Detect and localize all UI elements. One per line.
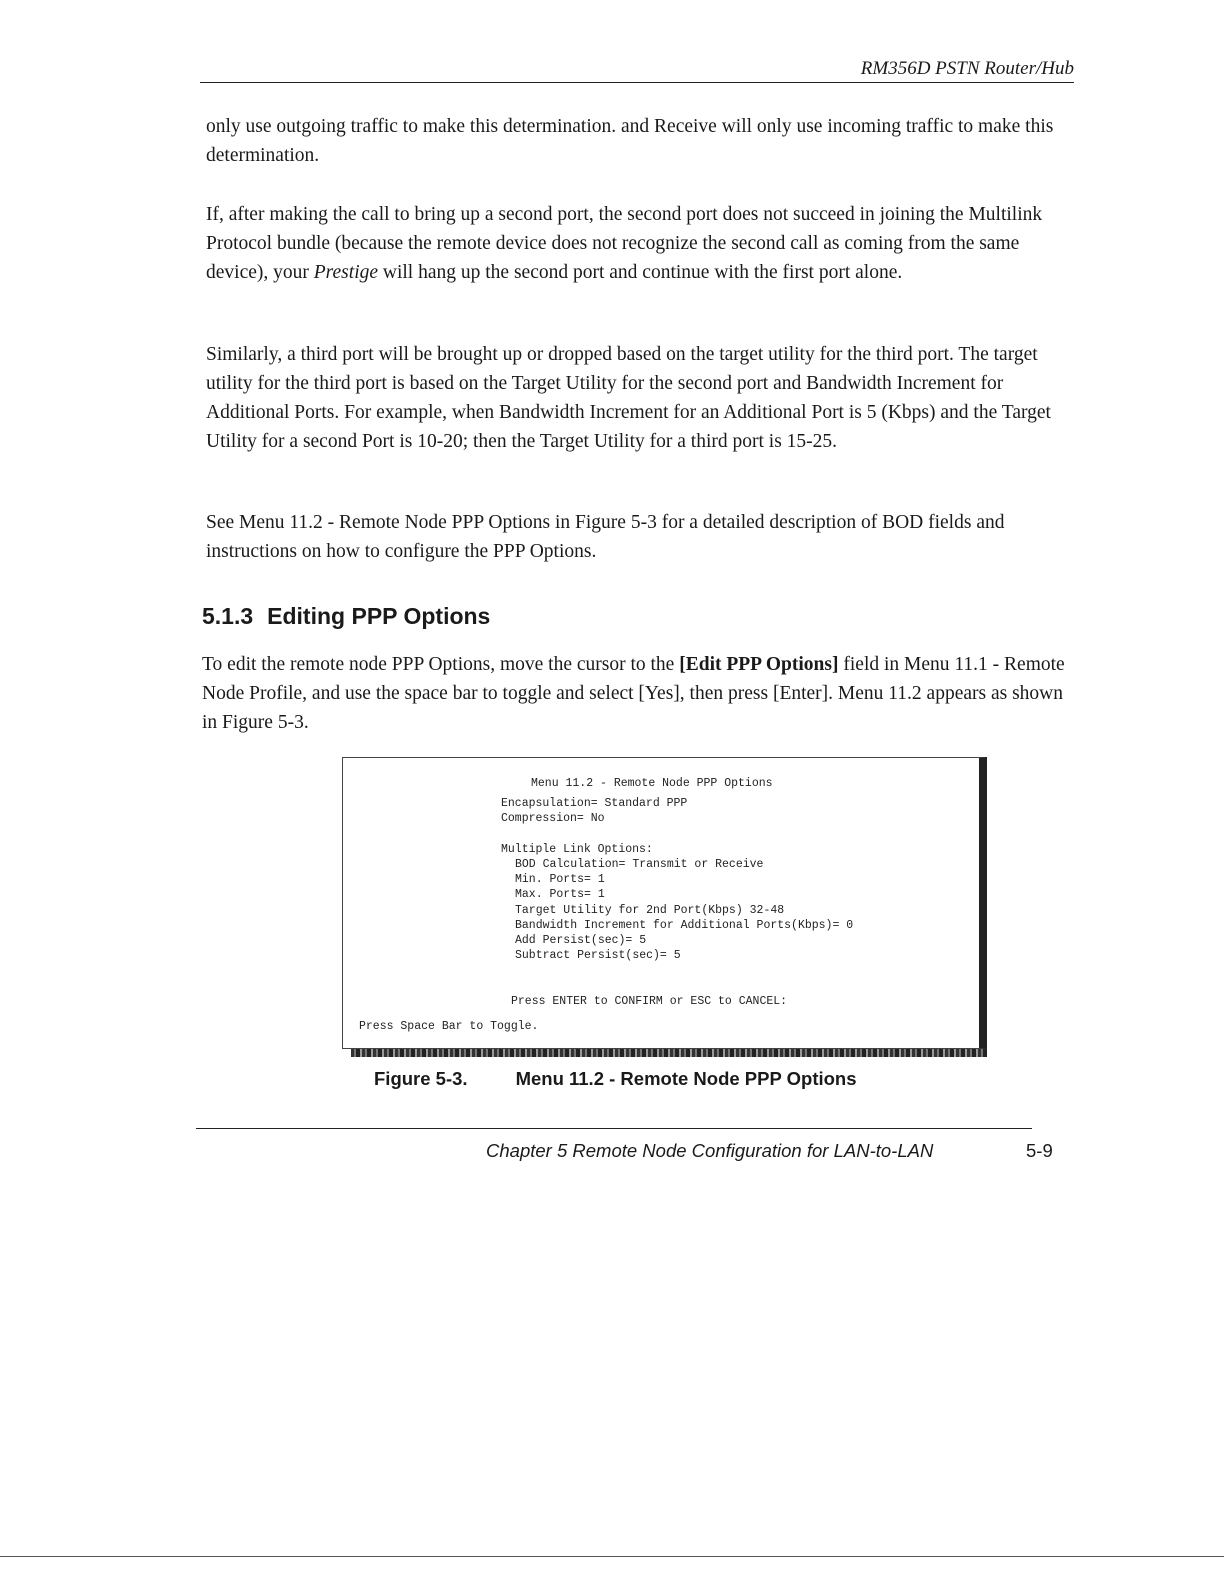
paragraph-2 xyxy=(206,200,1078,287)
terminal-screenshot xyxy=(342,757,987,1049)
section-title: Editing PPP Options xyxy=(267,603,491,629)
section-heading xyxy=(202,603,490,630)
terminal-compression: Compression= No xyxy=(501,812,605,825)
section-paragraph xyxy=(202,650,1074,737)
running-header: RM356D PSTN Router/Hub xyxy=(860,58,1074,79)
scan-edge-line xyxy=(0,1556,1224,1557)
paragraph-3: Similarly, a third port will be brought up or dropped based on the target utility for the third port. The target utility for the third port is based on the Target Utility for the second port and Bandwidth Increment for Additional Ports. For example, when Bandwidth Increment for an Additional Port is 5 (Kbps) and the Target Utility for a second Port is 10-20; then the Target Utility for a third port is 15-25. xyxy=(206,344,1051,452)
figure-label: Figure 5-3. xyxy=(374,1068,468,1089)
header-rule xyxy=(200,82,1074,83)
section-number: 5.1.3 xyxy=(202,603,254,629)
terminal-menu-title: Menu 11.2 - Remote Node PPP Options xyxy=(531,777,773,790)
figure-caption xyxy=(374,1068,857,1090)
terminal-multilink-header: Multiple Link Options: xyxy=(501,843,653,856)
edit-ppp-options-field: [Edit PPP Options] xyxy=(679,654,839,675)
terminal-max-ports: Max. Ports= 1 xyxy=(515,888,605,901)
terminal-confirm-prompt: Press ENTER to CONFIRM or ESC to CANCEL: xyxy=(511,995,788,1008)
paragraph-4: See Menu 11.2 - Remote Node PPP Options in Figure 5-3 for a detailed description of BOD fields and instructions on how to configure the PPP Options. xyxy=(206,512,1005,562)
footer-chapter: Chapter 5 Remote Node Configuration for LAN-to-LAN xyxy=(486,1140,934,1161)
terminal-subtract-persist: Subtract Persist(sec)= 5 xyxy=(515,949,681,962)
terminal-encapsulation: Encapsulation= Standard PPP xyxy=(501,797,688,810)
paragraph-2-text-b: will hang up the second port and continue with the first port alone. xyxy=(378,262,903,283)
terminal-add-persist: Add Persist(sec)= 5 xyxy=(515,934,647,947)
terminal-target-utility: Target Utility for 2nd Port(Kbps) 32-48 xyxy=(515,904,785,917)
terminal-shadow xyxy=(351,1049,987,1057)
terminal-min-ports: Min. Ports= 1 xyxy=(515,873,605,886)
page-number: 5-9 xyxy=(1026,1140,1053,1161)
terminal-toggle-hint: Press Space Bar to Toggle. xyxy=(359,1020,539,1033)
terminal-bod-calculation: BOD Calculation= Transmit or Receive xyxy=(515,858,764,871)
footer-rule xyxy=(196,1128,1032,1129)
section-paragraph-text-a: To edit the remote node PPP Options, move the cursor to the xyxy=(202,654,680,675)
terminal-bandwidth-increment: Bandwidth Increment for Additional Ports(Kbps)= 0 xyxy=(515,919,854,932)
section-paragraph-text-b: field in Menu 11.1 - Remote Node Profile, and use the space bar to toggle and select [Yes], then press [Enter]. Menu 11.2 appears as shown in Figure 5-3. xyxy=(202,654,1065,733)
figure-title: Menu 11.2 - Remote Node PPP Options xyxy=(515,1068,857,1089)
product-name: Prestige xyxy=(313,262,379,283)
paragraph-2-text-a: If, after making the call to bring up a second port, the second port does not succeed in joining the Multilink Protocol bundle (because the remote device does not recognize the second call as coming from the same device), your xyxy=(206,204,1043,283)
paragraph-1: only use outgoing traffic to make this determination. and Receive will only use incoming traffic to make this determination. xyxy=(206,116,1054,166)
